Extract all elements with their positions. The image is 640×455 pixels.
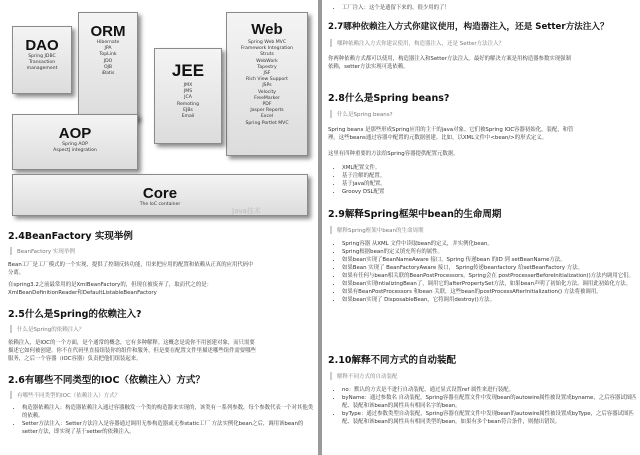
section-heading-2-9: 2.9解释Spring框架中bean的生命周期 bbox=[328, 209, 502, 220]
text-line: 服务，之后一个容器（IOC容器）负责把他们组装起来。 bbox=[8, 356, 142, 362]
paragraph-2-4-b bbox=[8, 281, 212, 297]
aop-item: Spring AOP bbox=[62, 142, 88, 147]
web-item: Excel bbox=[260, 114, 274, 120]
paragraph-2-4-a bbox=[8, 261, 254, 277]
web-item: FreeMarker bbox=[254, 95, 280, 101]
core-module bbox=[12, 174, 308, 216]
orm-item: iBatis bbox=[101, 71, 115, 77]
ioc-types-list bbox=[8, 404, 318, 436]
jee-item: EJBs bbox=[183, 107, 193, 113]
jee-title: JEE bbox=[171, 61, 205, 80]
list-item: • 如果bean实现IntializingBean了，调用它的afterPropertySet方法，如果bean声明了初始化方法，调用此初始化方法。 bbox=[342, 280, 640, 288]
jee-item: Remoting bbox=[176, 101, 199, 107]
text-line: 分离。 bbox=[8, 270, 25, 276]
list-item: • 构造器依赖注入：构造器依赖注入通过容器触发一个类的构造器来实现的，该类有一系列参数，每个参数代表一个对其他类的依赖。 bbox=[22, 404, 318, 420]
paragraph-2-8-a bbox=[328, 126, 573, 142]
jee-item: JMS bbox=[183, 89, 193, 95]
section-quote-2-8: 什么是Spring beans? bbox=[330, 110, 393, 118]
web-item: Rich View Support bbox=[246, 77, 288, 83]
text-line: XmlBeanDefinitionReader和DefaultListableBeanFactory bbox=[8, 290, 157, 296]
orm-item: TopLink bbox=[99, 52, 117, 58]
core-items bbox=[13, 202, 307, 208]
list-item: • 基于java的配置。 bbox=[342, 180, 386, 188]
section-heading-2-8: 2.8什么是Spring beans? bbox=[328, 93, 450, 104]
orm-title: ORM bbox=[90, 23, 126, 40]
list-item: • 工厂注入：这个是遗留下来的，很少用的了！ bbox=[342, 4, 450, 12]
jee-items bbox=[155, 83, 221, 120]
orm-module bbox=[78, 12, 138, 120]
list-item: • Groovy DSL配置 bbox=[342, 188, 386, 196]
list-item: • 如果Bean 实现了 BeanFactoryAware 接口， Spring传递beanfactory 给setBeanFactory 方法。 bbox=[342, 264, 640, 272]
section-quote-2-4: BeanFactory 实现举例 bbox=[10, 247, 75, 255]
web-item: Velocity bbox=[257, 89, 277, 95]
text-line: 你两种依赖方式都可以使用，构造器注入和Setter方法注入。最好的解决方案是用构造器参数实现强制 bbox=[328, 56, 571, 62]
right-page bbox=[322, 0, 640, 455]
text-line: 这里有四种重要的方法给Spring容器提供配置元数据。 bbox=[328, 151, 459, 157]
list-item: • 如果有BeanPostProcessors 和bean 关联，这些bean的postProcessAfterInitialization() 方法将被调用。 bbox=[342, 288, 640, 296]
core-title: Core bbox=[142, 185, 178, 202]
web-item: Tapestry bbox=[257, 64, 277, 70]
text-line: 描述它如何被创建。你不在代码里直接组装你的组件和服务，但是要在配置文件里描述哪些组件需要哪些 bbox=[8, 348, 256, 354]
section-heading-2-10: 2.10解释不同方式的自动装配 bbox=[328, 355, 456, 366]
list-item: • 如果有任何与bean相关联的BeanPostProcessors，Spring会在 postProcesserBeforeInitialization()方法内调用它们。 bbox=[342, 272, 640, 280]
web-items bbox=[227, 40, 307, 127]
web-item: Spring Portlet MVC bbox=[245, 120, 289, 126]
bean-lifecycle-list bbox=[328, 240, 640, 304]
web-item: Jasper Reports bbox=[250, 108, 284, 114]
list-item: • Spring根据bean的定义填充所有的属性。 bbox=[342, 248, 640, 256]
text-line: Bean工厂是工厂模式的一个实现，提供了控制反转功能，用来把应用的配置和依赖从正真的应用代码中 bbox=[8, 262, 254, 268]
orm-items bbox=[79, 40, 137, 77]
paragraph-2-5 bbox=[8, 339, 256, 363]
spring-architecture-diagram bbox=[8, 2, 310, 220]
section-heading-2-7: 2.7哪种依赖注入方式你建议使用，构造器注入，还是 Setter方法注入？ bbox=[328, 22, 609, 32]
jee-item: JCA bbox=[184, 95, 192, 101]
web-item: JSPs bbox=[262, 83, 272, 89]
paragraph-2-7 bbox=[328, 55, 571, 71]
jee-item: JMX bbox=[183, 83, 193, 88]
list-item: • byName：通过参数名 自动装配，Spring容器在配置文件中发现bean的autowire属性被设置成byname，之后容器试图匹配、装配和该bean的属性具有相同名字的bean。 bbox=[342, 394, 640, 410]
aop-items bbox=[13, 142, 137, 154]
section-heading-2-5: 2.5什么是Spring的依赖注入? bbox=[8, 309, 142, 320]
text-line: 理。这些beans通过容器中配置的元数据创建。比如，以XML文件中<bean/>的形式定义。 bbox=[328, 135, 548, 141]
text-line: 依赖，setter方法实现可选依赖。 bbox=[328, 64, 409, 70]
web-item: Struts bbox=[260, 52, 274, 58]
section-heading-2-6: 2.6有哪些不同类型的IOC（依赖注入）方式？ bbox=[8, 375, 205, 386]
web-item: Spring Web MVC bbox=[247, 40, 287, 45]
list-item: • no：默认的方式是不进行自动装配，通过显式设置ref 属性来进行装配。 bbox=[342, 386, 640, 394]
dao-item: Transaction bbox=[28, 60, 56, 66]
paragraph-2-8-b bbox=[328, 150, 459, 158]
dao-items bbox=[13, 54, 71, 73]
list-item: • 如果bean实现了BeanNameAware 接口，Spring 传递bean 的ID 到 setBeanName方法。 bbox=[342, 256, 640, 264]
aop-item: AspectJ integration bbox=[53, 148, 97, 154]
dao-title: DAO bbox=[25, 37, 59, 54]
orm-item: JPA bbox=[104, 46, 112, 52]
list-item: • Setter方法注入：Setter方法注入是容器通过调用无参构造器或无参static工厂 方法实例化bean之后，调用该bean的setter方法，即实现了基于setter的依赖注入。 bbox=[22, 420, 318, 436]
list-item: • byType：通过参数类型自动装配，Spring容器在配置文件中发现bean的autowire属性被设置成byType，之后容器试图匹配、装配和该bean的属性具有相同类型的bean。如果有多个bean符合条件，则抛出错误。 bbox=[342, 410, 640, 426]
web-item: Framework Integration bbox=[240, 46, 294, 52]
web-item: PDF bbox=[262, 102, 272, 108]
watermark-text: Java技术 bbox=[232, 207, 261, 215]
web-item: JSF bbox=[263, 71, 271, 77]
section-quote-2-5: 什么是Spring的依赖注入？ bbox=[10, 325, 84, 333]
orm-item: JDO bbox=[103, 58, 113, 64]
list-item: • XML配置文件。 bbox=[342, 164, 386, 172]
autowire-modes-list bbox=[328, 386, 640, 426]
section-quote-2-6: 有哪些不同类型的IOC（依赖注入）方式？ bbox=[10, 391, 120, 399]
config-methods-list bbox=[328, 164, 386, 196]
web-item: WebWork bbox=[256, 58, 278, 64]
section-quote-2-7: 哪种依赖注入方式你建议使用，构造器注入，还是 Setter方法注入？ bbox=[330, 39, 504, 47]
web-title: Web bbox=[251, 21, 283, 38]
left-page bbox=[0, 0, 318, 455]
jee-module bbox=[154, 48, 222, 144]
factory-injection-list bbox=[328, 4, 450, 12]
list-item: • Spring容器 从XML 文件中读取bean的定义，并实例化bean。 bbox=[342, 240, 640, 248]
dao-item: management bbox=[26, 66, 58, 72]
section-quote-2-10: 解释不同方式的自动装配 bbox=[330, 372, 398, 380]
aop-title: AOP bbox=[58, 125, 92, 142]
section-quote-2-9: 解释Spring框架中bean的生命周期 bbox=[330, 226, 423, 234]
orm-item: OJB bbox=[103, 64, 113, 70]
jee-item: Email bbox=[181, 114, 195, 120]
orm-item: Hibernate bbox=[96, 40, 120, 45]
text-line: 在spring3.2之前最常用的是XmlBeanFactory的，但现在被废弃了，取而代之的是： bbox=[8, 282, 212, 288]
dao-module bbox=[12, 26, 72, 94]
section-heading-2-4: 2.4BeanFactory 实现举例 bbox=[8, 231, 133, 242]
aop-module bbox=[12, 114, 138, 170]
list-item: • 基于注解的配置。 bbox=[342, 172, 386, 180]
web-module bbox=[226, 12, 308, 156]
text-line: 依赖注入，是IOC的一个方面，是个通常的概念，它有多种解释。这概念是说你不用创建对象，而只需要 bbox=[8, 340, 255, 346]
dao-item: Spring JDBC bbox=[28, 54, 56, 59]
list-item: • 如果bean实现了 DisposableBean，它将调用destroy()方法。 bbox=[342, 296, 640, 304]
text-line: Spring beans 是那些形成Spring应用的主干的java对象。它们被Spring IOC容器初始化，装配，和管 bbox=[328, 127, 574, 133]
core-item: The IoC container bbox=[139, 202, 181, 207]
